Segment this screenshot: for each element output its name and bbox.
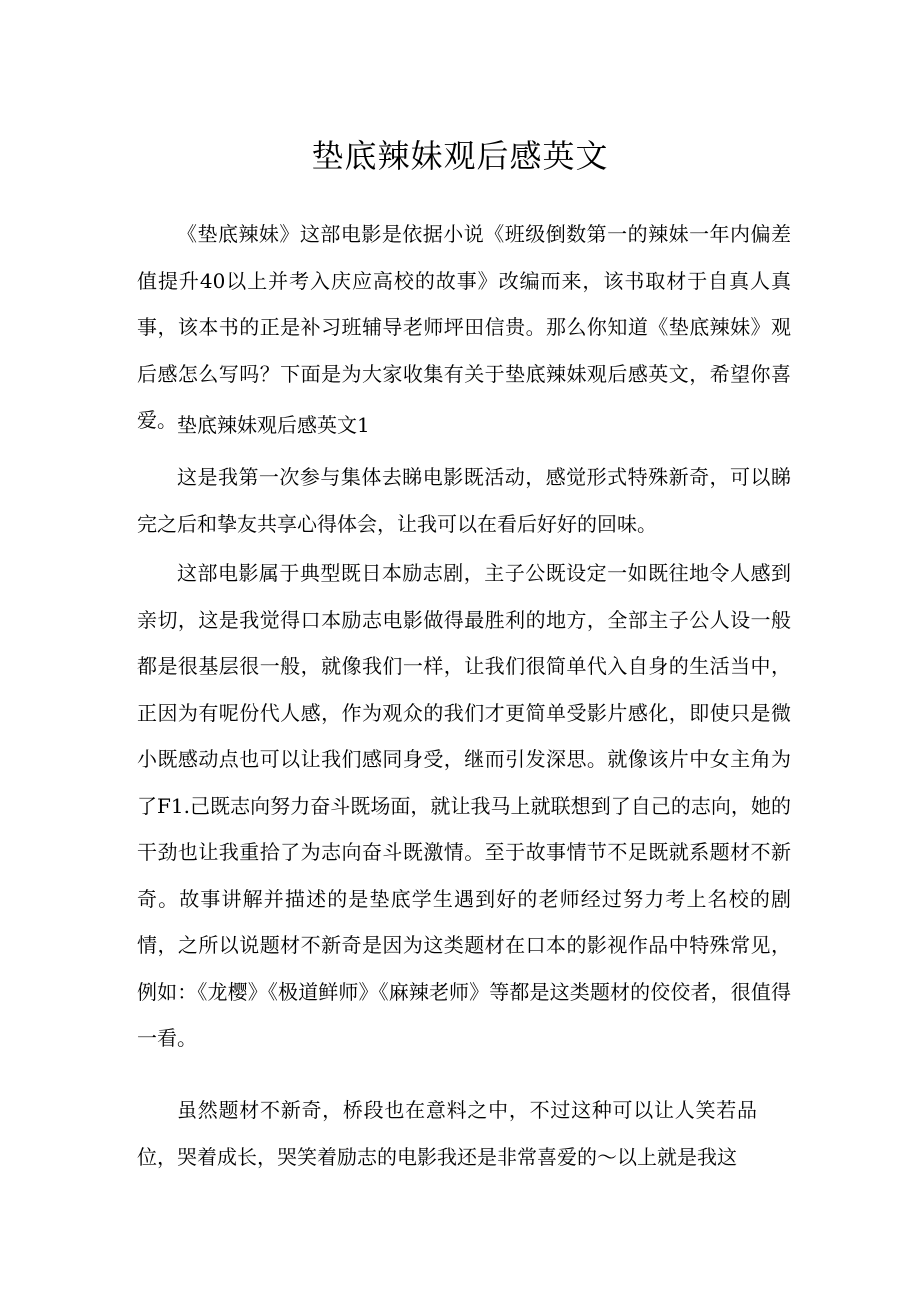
document-title: 垫底辣妹观后感英文 (311, 137, 609, 175)
section-heading: 垫底辣妹观后感英文1 (177, 413, 370, 437)
body-paragraph-1: 这是我第一次参与集体去睇电影既活动，感觉形式特殊新奇，可以睇完之后和挚友共享心得体会，让我可以在看后好好的回味。 (137, 465, 791, 536)
body-paragraph-2: 这部电影属于典型既日本励志剧，主子公既设定一如既往地令人感到亲切，这是我觉得口本励志电影做得最胜利的地方，全部主子公人设一般都是很基层很一般，就像我们一样，让我们很简单代入自身的生活当中，正因为有呢份代人感，作为观众的我们才更简单受影片感化，即使只是微小既感动点也可以让我们感同身受，继而引发深思。就像该片中女主角为了F1.己既志向努力奋斗既场面，就让我马上就联想到了自己的志向，她的干劲也让我重拾了为志向奋斗既激情。至于故事情节不足既就系题材不新奇。故事讲解并描述的是垫底学生遇到好的老师经过努力考上名校的剧情，之所以说题材不新奇是因为这类题材在口本的影视作品中特殊常见，例如：《龙樱》《极道鲜师》《麻辣老师》等都是这类题材的佼佼者，很值得一看。 (137, 561, 791, 1050)
body-paragraph-3: 虽然题材不新奇，桥段也在意料之中，不过这种可以让人笑若品位，哭着成长，哭笑着励志的电影我还是非常喜爱的～以上就是我这 (137, 1098, 757, 1169)
intro-paragraph: 《垫底辣妹》这部电影是依据小说《班级倒数第一的辣妹一年内偏差值提升40以上并考入庆应高校的故事》改编而来，该书取材于自真人真事，该本书的正是补习班辅导老师坪田信贵。那么你知道《垫底辣妹》观后感怎么写吗？下面是为大家收集有关于垫底辣妹观后感英文，希望你喜爱。 (137, 222, 791, 432)
